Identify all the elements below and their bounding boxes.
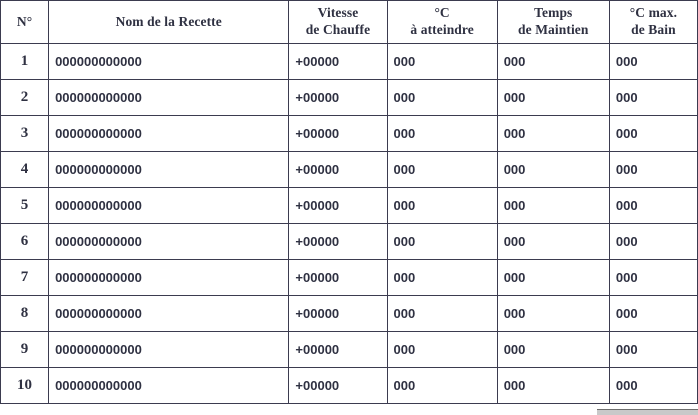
table-row[interactable] [1,332,698,368]
cell-recipe-name[interactable]: 000000000000 [49,80,289,116]
cell-recipe-name[interactable]: 000000000000 [49,188,289,224]
cell-bath-temp[interactable]: 000 [609,332,697,368]
table-row[interactable] [1,80,698,116]
cell-bath-temp[interactable]: 000 [609,188,697,224]
cell-bath-temp[interactable]: 000 [609,152,697,188]
cell-speed[interactable]: +00000 [289,224,387,260]
cell-speed[interactable]: +00000 [289,188,387,224]
cell-number: 3 [1,116,49,152]
cell-hold-time[interactable]: 000 [497,332,609,368]
column-header-heating-speed [289,1,387,44]
table-body [1,44,698,404]
cell-speed[interactable]: +00000 [289,152,387,188]
cell-speed[interactable]: +00000 [289,296,387,332]
column-header-number [1,1,49,44]
table-row[interactable] [1,152,698,188]
cell-number: 2 [1,80,49,116]
cell-recipe-name[interactable]: 000000000000 [49,368,289,404]
table-header [1,1,698,44]
cell-hold-time[interactable]: 000 [497,152,609,188]
cell-hold-time[interactable]: 000 [497,80,609,116]
column-header-max-bath-temperature [609,1,697,44]
cell-hold-time[interactable]: 000 [497,296,609,332]
column-header-number-line-1: N° [16,13,33,29]
cell-recipe-name[interactable]: 000000000000 [49,44,289,80]
cell-temperature[interactable]: 000 [387,260,497,296]
cell-number: 6 [1,224,49,260]
column-header-max-bath-temperature-line-1: °C max. [629,5,678,21]
table-header-row [1,1,698,44]
cell-number: 5 [1,188,49,224]
cell-recipe-name[interactable]: 000000000000 [49,224,289,260]
cell-speed[interactable]: +00000 [289,368,387,404]
column-header-heating-speed-line-2: de Chauffe [305,22,371,37]
column-header-recipe-name-line-1: Nom de la Recette [115,13,222,29]
table-row[interactable] [1,224,698,260]
cell-bath-temp[interactable]: 000 [609,116,697,152]
table-row[interactable] [1,44,698,80]
table-row[interactable] [1,116,698,152]
table-row[interactable] [1,296,698,332]
table-row[interactable] [1,188,698,224]
cell-temperature[interactable]: 000 [387,188,497,224]
cell-bath-temp[interactable]: 000 [609,368,697,404]
cell-recipe-name[interactable]: 000000000000 [49,260,289,296]
column-header-hold-time-line-2: de Maintien [518,22,589,37]
column-header-hold-time [497,1,609,44]
column-header-heating-speed-line-1: Vitesse [317,5,359,21]
cell-speed[interactable]: +00000 [289,332,387,368]
column-header-target-temperature [387,1,497,44]
column-header-target-temperature-line-2: à atteindre [410,22,474,37]
cell-speed[interactable]: +00000 [289,260,387,296]
cell-bath-temp[interactable]: 000 [609,260,697,296]
cell-bath-temp[interactable]: 000 [609,224,697,260]
bottom-bar [0,409,698,415]
cell-temperature[interactable]: 000 [387,224,497,260]
cell-temperature[interactable]: 000 [387,44,497,80]
cell-number: 7 [1,260,49,296]
cell-temperature[interactable]: 000 [387,116,497,152]
column-header-hold-time-line-1: Temps [534,5,573,21]
bottom-bar-left-segment [0,409,597,415]
cell-bath-temp[interactable]: 000 [609,44,697,80]
cell-number: 1 [1,44,49,80]
cell-hold-time[interactable]: 000 [497,44,609,80]
bottom-bar-right-segment[interactable] [597,409,698,415]
column-header-recipe-name [49,1,289,44]
cell-speed[interactable]: +00000 [289,116,387,152]
column-header-max-bath-temperature-line-2: de Bain [631,22,676,37]
cell-bath-temp[interactable]: 000 [609,296,697,332]
cell-number: 4 [1,152,49,188]
cell-recipe-name[interactable]: 000000000000 [49,296,289,332]
cell-speed[interactable]: +00000 [289,80,387,116]
cell-temperature[interactable]: 000 [387,152,497,188]
cell-hold-time[interactable]: 000 [497,116,609,152]
cell-temperature[interactable]: 000 [387,296,497,332]
cell-number: 8 [1,296,49,332]
cell-temperature[interactable]: 000 [387,80,497,116]
cell-recipe-name[interactable]: 000000000000 [49,332,289,368]
cell-bath-temp[interactable]: 000 [609,80,697,116]
cell-speed[interactable]: +00000 [289,44,387,80]
cell-recipe-name[interactable]: 000000000000 [49,116,289,152]
cell-temperature[interactable]: 000 [387,368,497,404]
cell-number: 9 [1,332,49,368]
table-row[interactable] [1,368,698,404]
cell-hold-time[interactable]: 000 [497,368,609,404]
cell-hold-time[interactable]: 000 [497,188,609,224]
cell-recipe-name[interactable]: 000000000000 [49,152,289,188]
cell-hold-time[interactable]: 000 [497,224,609,260]
cell-hold-time[interactable]: 000 [497,260,609,296]
column-header-target-temperature-line-1: °C [434,5,450,21]
cell-temperature[interactable]: 000 [387,332,497,368]
cell-number: 10 [1,368,49,404]
table-row[interactable] [1,260,698,296]
